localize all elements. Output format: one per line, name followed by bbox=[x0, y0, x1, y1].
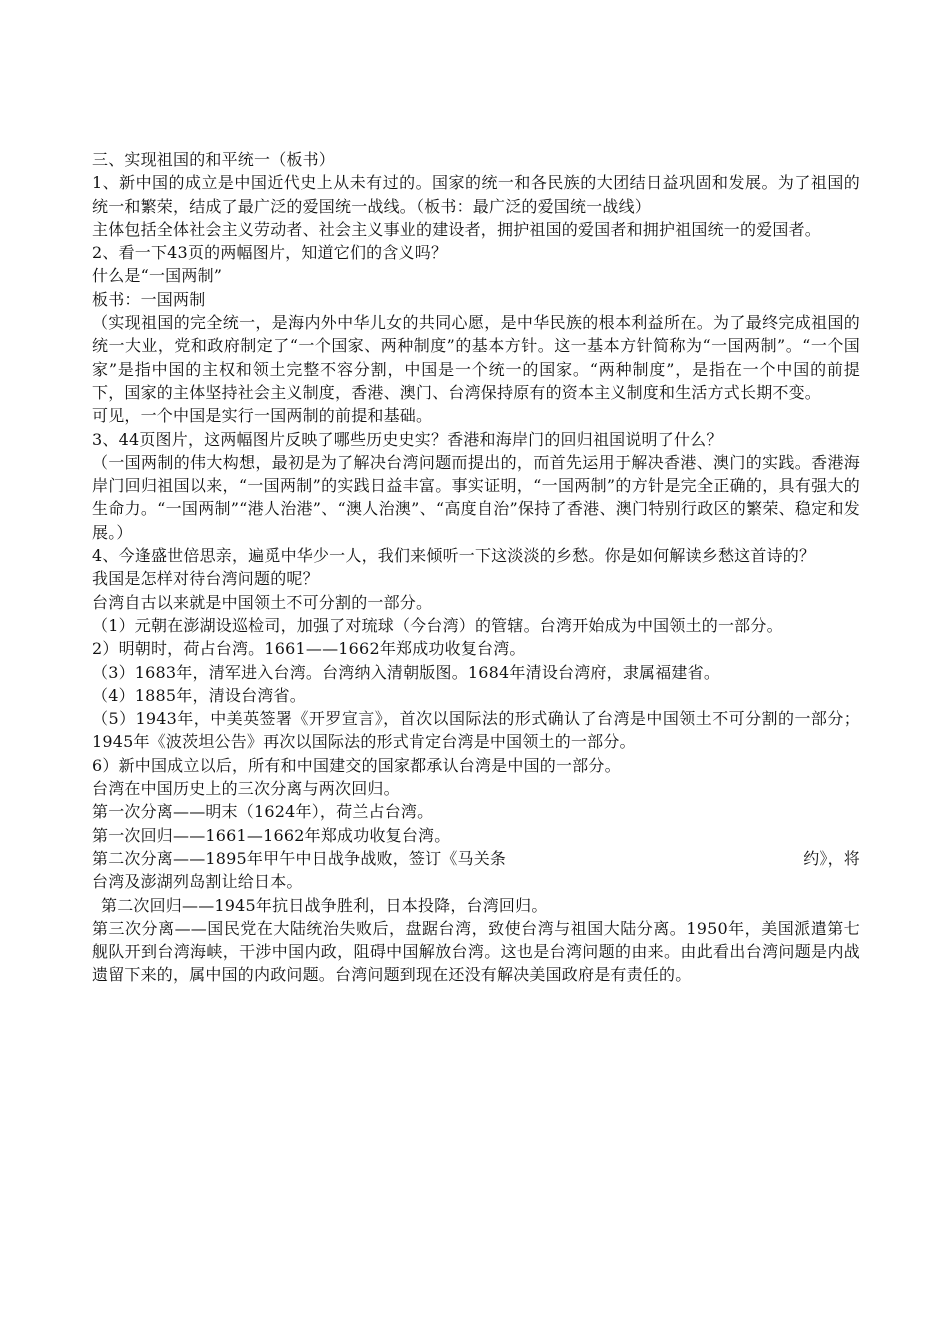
paragraph-subject: 主体包括全体社会主义劳动者、社会主义事业的建设者，拥护祖国的爱国者和拥护祖国统一的爱国者。 bbox=[92, 219, 822, 239]
second-separation bbox=[92, 847, 860, 894]
question-nostalgia-poem: 4、今逢盛世倍思亲，遍觅中华少一人，我们来倾听一下这淡淡的乡愁。你是如何解读乡愁这首诗的？ bbox=[92, 546, 816, 566]
history-item-3: （3）1683年，清军进入台湾。台湾纳入清朝版图。1684年清设台湾府，隶属福建省。 bbox=[92, 662, 721, 682]
history-item-5: （5）1943年，中美英签署《开罗宣言》，首次以国际法的形式确认了台湾是中国领土不可分割的一部分；1945年《波茨坦公告》再次以国际法的形式肯定台湾是中国领土的一部分。 bbox=[92, 709, 860, 752]
second-separation-part2: 约》，将 bbox=[803, 848, 860, 868]
second-separation-part3: 台湾及澎湖列岛割让给日本。 bbox=[92, 872, 303, 892]
question-page-44: 3、44页图片，这两幅图片反映了哪些历史史实？香港和海岸门的回归祖国说明了什么？ bbox=[92, 429, 723, 449]
third-separation: 第三次分离——国民党在大陆统治失败后，盘踞台湾，致使台湾与祖国大陆分离。1950年，美国派遣第七舰队开到台湾海峡，干涉中国内政，阻碍中国解放台湾。这也是台湾问题的由来。由此看出台湾问题是内战遗留下来的，属中国的内政问题。台湾问题到现在还没有解决美国政府是有责任的。 bbox=[92, 918, 860, 985]
second-return: 第二次回归——1945年抗日战争胜利，日本投降，台湾回归。 bbox=[101, 895, 548, 915]
first-separation: 第一次分离——明末（1624年），荷兰占台湾。 bbox=[92, 802, 434, 822]
board-note-one-country: 板书：一国两制 bbox=[92, 289, 206, 309]
first-return: 第一次回归——1661—1662年郑成功收复台湾。 bbox=[92, 825, 451, 845]
paragraph-one-country-explained: （实现祖国的完全统一，是海内外中华儿女的共同心愿，是中华民族的根本利益所在。为了最终完成祖国的统一大业，党和政府制定了“一个国家、两种制度”的基本方针。这一基本方针简称为“一国两制”。“一个国家”是指中国的主权和领土完整不容分割，中国是一个统一的国家。“两种制度”，是指在一个中国的前提下，国家的主体坚持社会主义制度，香港、澳门、台湾保持原有的资本主义制度和生活方式长期不变。 bbox=[92, 313, 860, 402]
paragraph-united-front: 1、新中国的成立是中国近代史上从未有过的。国家的统一和各民族的大团结日益巩固和发展。为了祖国的统一和繁荣，结成了最广泛的爱国统一战线。（板书：最广泛的爱国统一战线） bbox=[92, 173, 860, 216]
document-body bbox=[92, 148, 860, 987]
question-taiwan-policy: 我国是怎样对待台湾问题的呢？ bbox=[92, 569, 319, 589]
history-item-6: 6）新中国成立以后，所有和中国建交的国家都承认台湾是中国的一部分。 bbox=[92, 755, 621, 775]
history-item-4: （4）1885年，清设台湾省。 bbox=[92, 685, 306, 705]
second-separation-part1: 第二次分离——1895年甲午中日战争战败，签订《马关条 bbox=[92, 848, 507, 868]
paragraph-practice: （一国两制的伟大构想，最初是为了解决台湾问题而提出的，而首先运用于解决香港、澳门的实践。香港海岸门回归祖国以来，“一国两制”的实践日益丰富。事实证明，“一国两制”的方针是完全正确的，具有强大的生命力。“一国两制”“港人治港”、“澳人治澳”、“高度自治”保持了香港、澳门特别行政区的繁荣、稳定和发展。） bbox=[92, 452, 860, 542]
section-heading: 三、实现祖国的和平统一（板书） bbox=[92, 150, 336, 169]
history-item-2: 2）明朝时，荷占台湾。1661——1662年郑成功收复台湾。 bbox=[92, 639, 526, 659]
heading-separations: 台湾在中国历史上的三次分离与两次回归。 bbox=[92, 779, 400, 799]
question-page-43: 2、看一下43页的两幅图片，知道它们的含义吗？ bbox=[92, 243, 448, 263]
history-item-1: （1）元朝在澎湖设巡检司，加强了对琉球（今台湾）的管辖。台湾开始成为中国领土的一部分。 bbox=[92, 615, 783, 635]
paragraph-premise: 可见，一个中国是实行一国两制的前提和基础。 bbox=[92, 406, 433, 426]
statement-taiwan-part: 台湾自古以来就是中国领土不可分割的一部分。 bbox=[92, 592, 433, 612]
question-one-country: 什么是“一国两制” bbox=[92, 266, 223, 286]
